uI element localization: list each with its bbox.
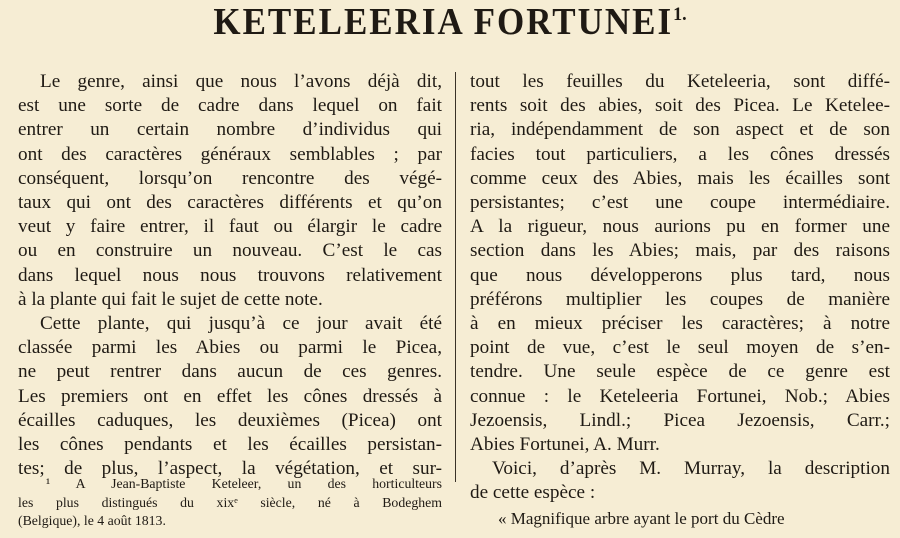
right-column-line: Abies Fortunei, A. Murr. — [470, 434, 660, 456]
quote-line: « Magnifique arbre ayant le port du Cèdre — [498, 509, 785, 528]
left-column-line: ont des caractères généraux semblables ; par — [18, 143, 442, 165]
left-column-line: classée parmi les Abies ou parmi le Picea, — [18, 337, 442, 359]
footnote — [18, 475, 442, 531]
left-column-line: écailles caduques, les deuxièmes (Picea) ont — [18, 409, 442, 431]
footnote-line: les plus distingués du xixᵉ siècle, né à Bodeghem — [18, 494, 442, 510]
right-column-line: tout les feuilles du Keteleeria, sont diffé- — [470, 71, 890, 92]
left-column-line: est une sorte de cadre dans lequel on fait — [18, 95, 442, 117]
left-column-line: ne peut rentrer dans aucun de ces genres. — [18, 361, 442, 383]
right-column-line: comme ceux des Abies, mais les écailles sont — [470, 167, 890, 189]
left-column-line: à la plante qui fait le sujet de cette note. — [18, 288, 323, 310]
right-column — [470, 70, 890, 506]
right-column-line: ria, indépendamment de son aspect et de son — [470, 119, 890, 141]
left-column-line: taux qui ont des caractères différents et qu’on — [18, 192, 442, 214]
left-column — [18, 70, 442, 481]
title-footnote-mark: 1. — [673, 2, 687, 25]
right-column-line: connue : le Keteleeria Fortunei, Nob.; Abies — [470, 385, 890, 407]
right-column-line: de cette espèce : — [470, 482, 596, 504]
right-column-line: que nous développerons plus tard, nous — [470, 264, 890, 286]
left-column-line: conséquent, lorsqu’on rencontre des végé- — [18, 167, 442, 189]
right-column-line: tendre. Une seule espèce de ce genre est — [470, 361, 890, 383]
left-column-line: tes; de plus, l’aspect, la végétation, et sur- — [18, 458, 442, 480]
right-column-line: persistantes; c’est une coupe intermédiaire. — [470, 192, 890, 214]
right-column-line: rents soit des abies, soit des Picea. Le Ketelee- — [470, 95, 890, 117]
left-column-line: ou en construire un nouveau. C’est le cas — [18, 240, 442, 262]
right-column-line: Voici, d’après M. Murray, la description — [492, 458, 890, 480]
footnote-line: (Belgique), le 4 août 1813. — [18, 513, 166, 528]
right-column-line: à en mieux préciser les caractères; à notre — [470, 313, 890, 335]
right-column-continuation — [470, 508, 890, 530]
right-column-line: facies tout particuliers, a les cônes dressés — [470, 143, 890, 165]
left-column-line: Cette plante, qui jusqu’à ce jour avait été — [40, 313, 442, 335]
left-column-line: Les premiers ont en effet les cônes dressés à — [18, 385, 442, 407]
footnote-line: ¹ A Jean-Baptiste Keteleer, un des horticulteurs — [46, 476, 442, 491]
right-column-line: préférons multiplier les coupes de manière — [470, 288, 890, 310]
right-column-line: Jezoensis, Lindl.; Picea Jezoensis, Carr.; — [470, 409, 890, 431]
article-title-text: KETELEERIA FORTUNEI — [213, 0, 674, 43]
left-column-line: dans lequel nous nous trouvons relativement — [18, 264, 442, 286]
article-title — [0, 0, 900, 43]
left-column-line: les cônes pendants et les écailles persistan- — [18, 434, 442, 456]
right-column-line: point de vue, c’est le seul moyen de s’en- — [470, 337, 890, 359]
left-column-line: Le genre, ainsi que nous l’avons déjà dit, — [40, 71, 442, 92]
left-column-line: veut y faire entrer, il faut ou élargir le cadre — [18, 216, 442, 238]
left-column-line: entrer un certain nombre d’individus qui — [18, 119, 442, 141]
column-divider — [455, 72, 456, 482]
right-column-line: section dans les Abies; mais, par des raisons — [470, 240, 890, 262]
right-column-line: A la rigueur, nous aurions pu en former une — [470, 216, 890, 238]
